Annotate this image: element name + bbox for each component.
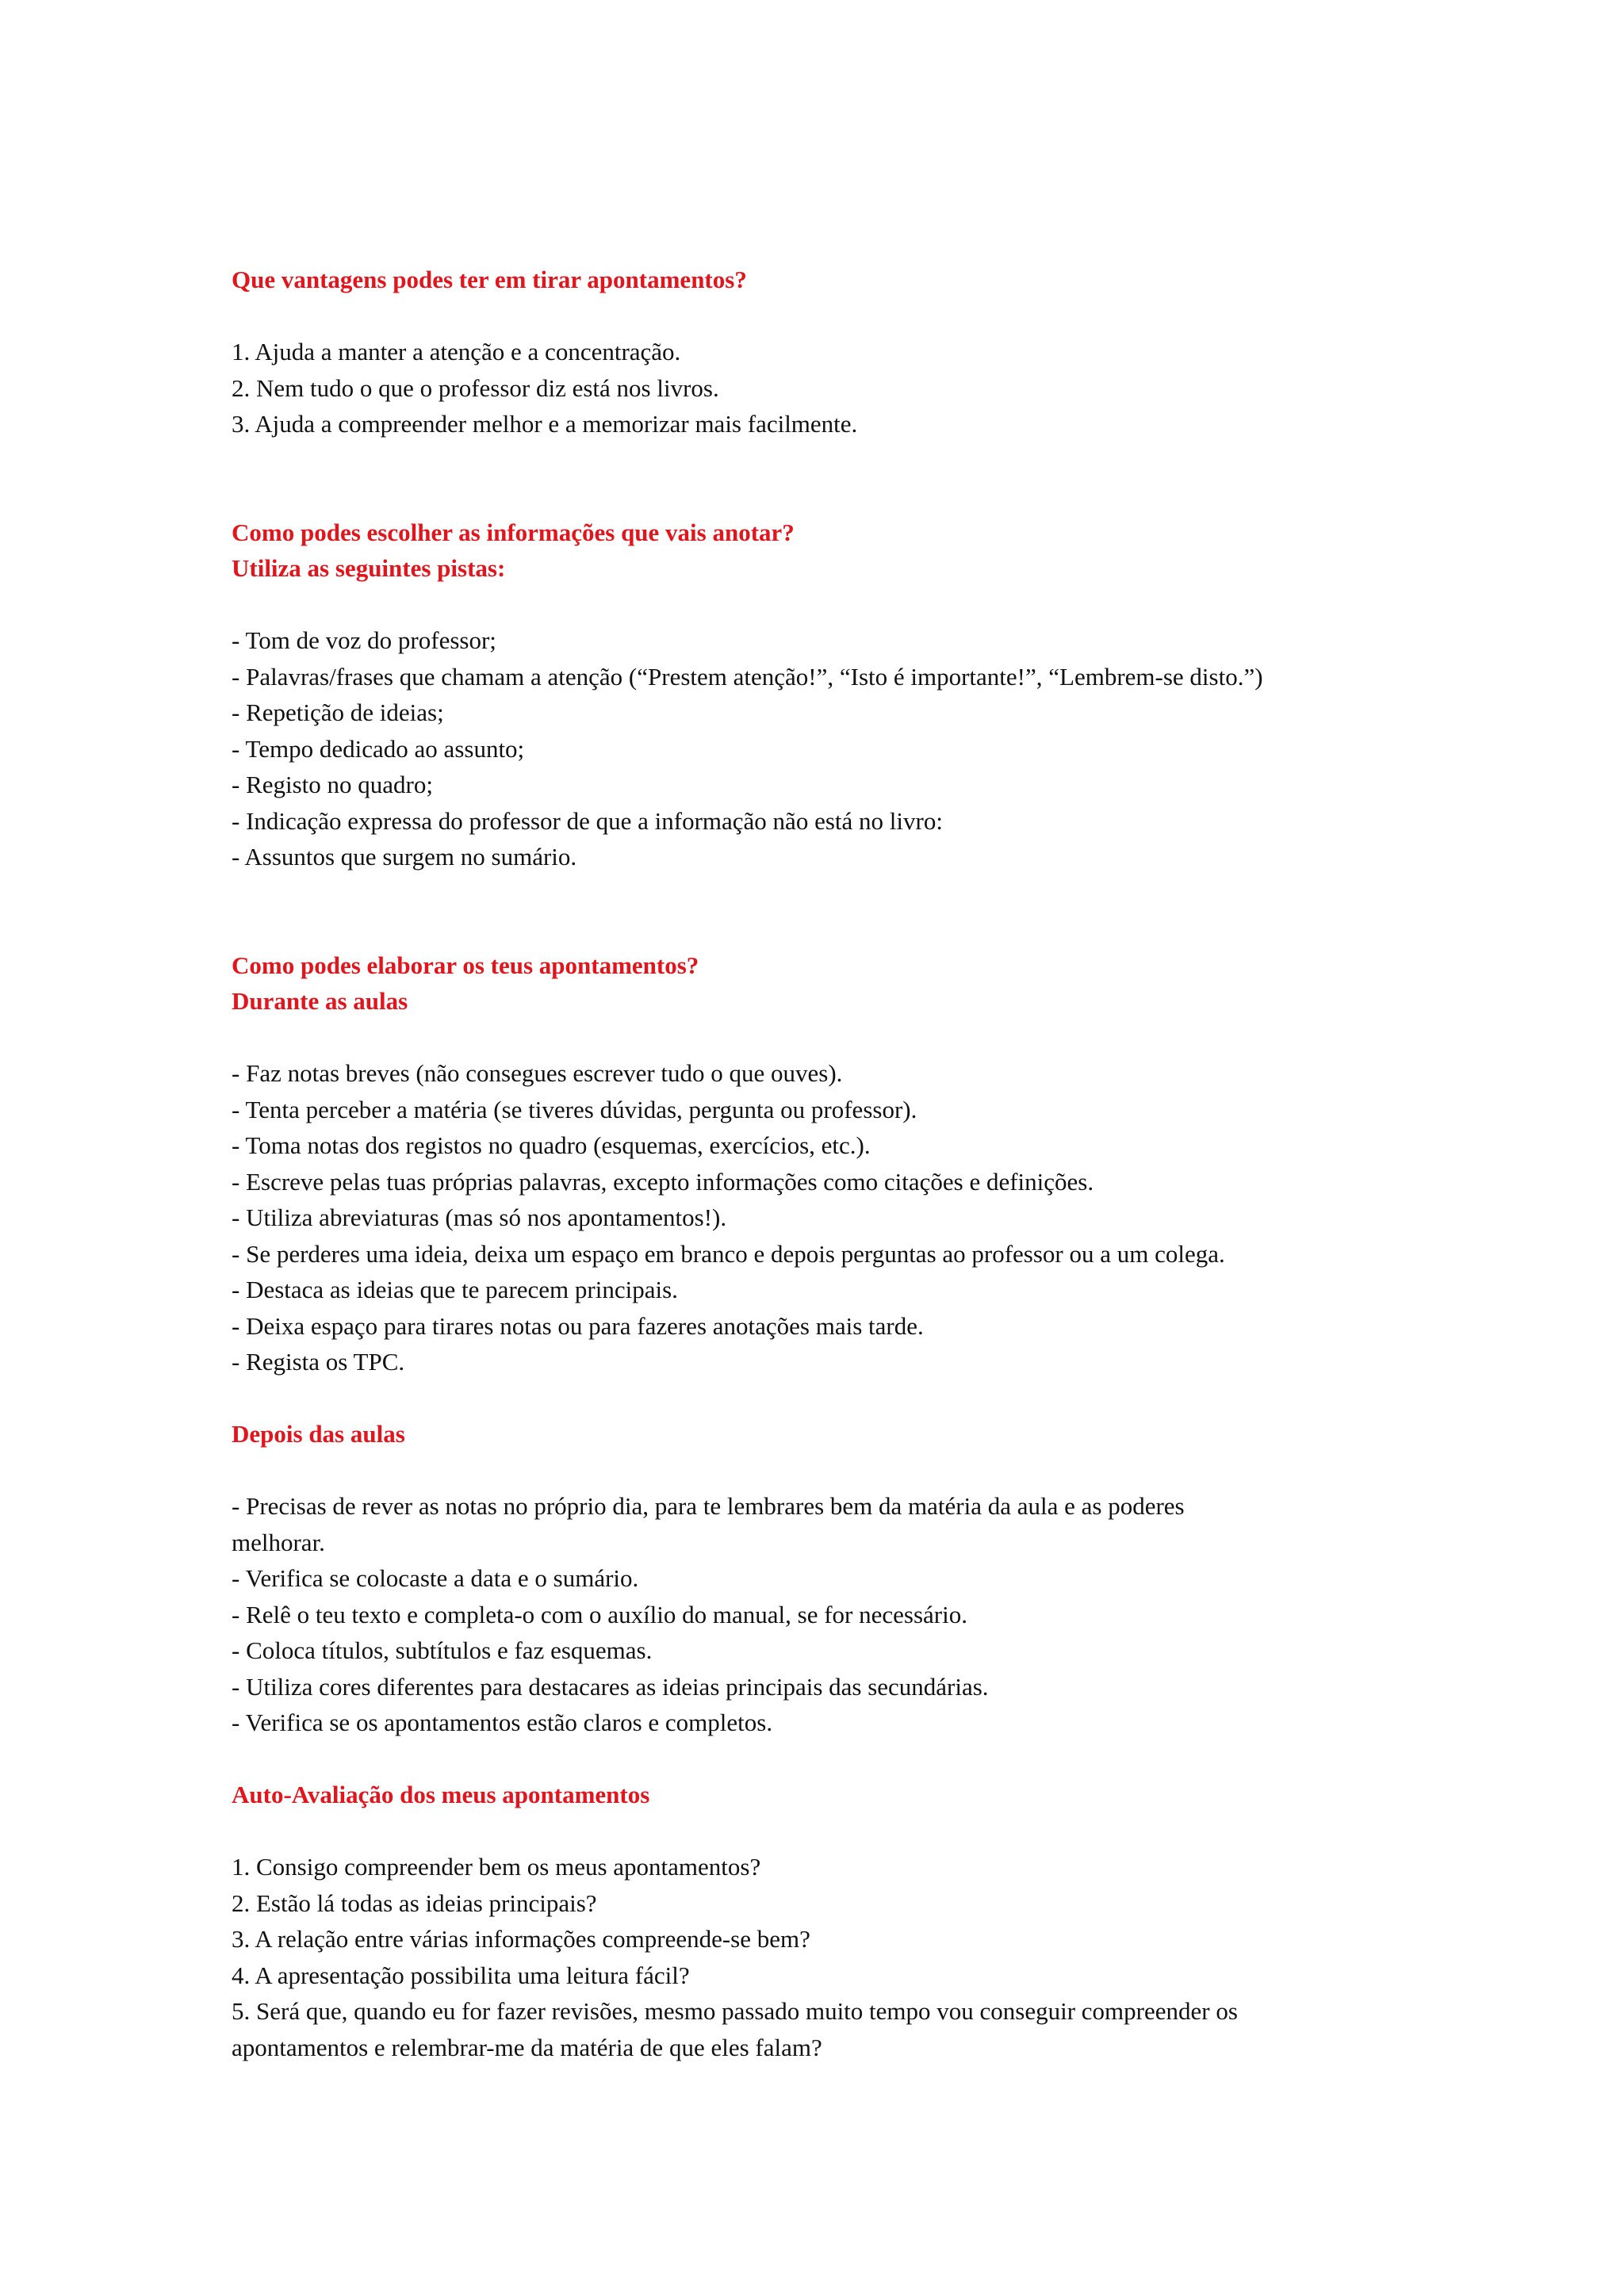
list-item: - Tempo dedicado ao assunto; [232, 734, 525, 763]
heading-advantages: Que vantagens podes ter em tirar apontamentos? [232, 266, 747, 293]
section-elaborate [232, 947, 1397, 1380]
list-item: - Assuntos que surgem no sumário. [232, 843, 577, 871]
list-item: - Utiliza abreviaturas (mas só nos apontamentos!). [232, 1203, 727, 1231]
heading-choose-info: Como podes escolher as informações que vais anotar? [232, 518, 795, 546]
list-item: 5. Será que, quando eu for fazer revisões, mesmo passado muito tempo vou conseguir compreender os [232, 1997, 1238, 2025]
section-after-classes [232, 1416, 1397, 1741]
list-item: - Regista os TPC. [232, 1348, 405, 1376]
list-item: - Indicação expressa do professor de que a informação não está no livro: [232, 806, 943, 835]
list-item: - Precisas de rever as notas no próprio dia, para te lembrares bem da matéria da aula e as poderes [232, 1492, 1185, 1520]
list-item: 4. A apresentação possibilita uma leitura fácil? [232, 1961, 690, 1989]
list-item: - Verifica se os apontamentos estão claros e completos. [232, 1709, 773, 1736]
subheading-during-classes: Durante as aulas [232, 987, 408, 1015]
section-choose-info [232, 515, 1397, 875]
list-item: - Registo no quadro; [232, 771, 433, 798]
list-item: - Coloca títulos, subtítulos e faz esquemas. [232, 1636, 653, 1664]
list-item: melhorar. [232, 1528, 325, 1556]
list-item: - Tenta perceber a matéria (se tiveres dúvidas, pergunta ou professor). [232, 1095, 917, 1123]
subheading-clues: Utiliza as seguintes pistas: [232, 554, 506, 582]
section-self-evaluation [232, 1777, 1397, 2065]
list-item: 2. Nem tudo o que o professor diz está nos livros. [232, 373, 719, 402]
list-item: - Deixa espaço para tirares notas ou para fazeres anotações mais tarde. [232, 1311, 924, 1340]
list-item: - Destaca as ideias que te parecem principais. [232, 1276, 678, 1303]
document-page [232, 262, 1397, 2065]
list-item: 3. A relação entre várias informações compreende-se bem? [232, 1925, 810, 1953]
list-item: 2. Estão lá todas as ideias principais? [232, 1888, 597, 1917]
list-item: - Toma notas dos registos no quadro (esquemas, exercícios, etc.). [232, 1131, 871, 1159]
section-advantages [232, 262, 1397, 442]
list-item: - Escreve pelas tuas próprias palavras, excepto informações como citações e definições. [232, 1167, 1094, 1196]
list-item: - Relê o teu texto e completa-o com o auxílio do manual, se for necessário. [232, 1600, 967, 1628]
list-item: apontamentos e relembrar-me da matéria de que eles falam? [232, 2033, 822, 2061]
heading-self-evaluation: Auto-Avaliação dos meus apontamentos [232, 1781, 650, 1808]
list-item: - Faz notas breves (não consegues escrever tudo o que ouves). [232, 1059, 843, 1087]
list-item: 1. Ajuda a manter a atenção e a concentração. [232, 338, 681, 365]
heading-elaborate: Como podes elaborar os teus apontamentos? [232, 951, 699, 979]
list-item: - Palavras/frases que chamam a atenção (“Prestem atenção!”, “Isto é importante!”, “Lembrem-se disto.”) [232, 662, 1263, 691]
heading-after-classes: Depois das aulas [232, 1420, 405, 1448]
list-item: 1. Consigo compreender bem os meus apontamentos? [232, 1853, 761, 1881]
list-item: - Tom de voz do professor; [232, 626, 496, 654]
list-item: - Se perderes uma ideia, deixa um espaço em branco e depois perguntas ao professor ou a um colega. [232, 1239, 1225, 1268]
list-item: - Verifica se colocaste a data e o sumário. [232, 1564, 639, 1592]
list-item: 3. Ajuda a compreender melhor e a memorizar mais facilmente. [232, 410, 858, 438]
list-item: - Repetição de ideias; [232, 698, 444, 726]
list-item: - Utiliza cores diferentes para destacares as ideias principais das secundárias. [232, 1672, 989, 1701]
